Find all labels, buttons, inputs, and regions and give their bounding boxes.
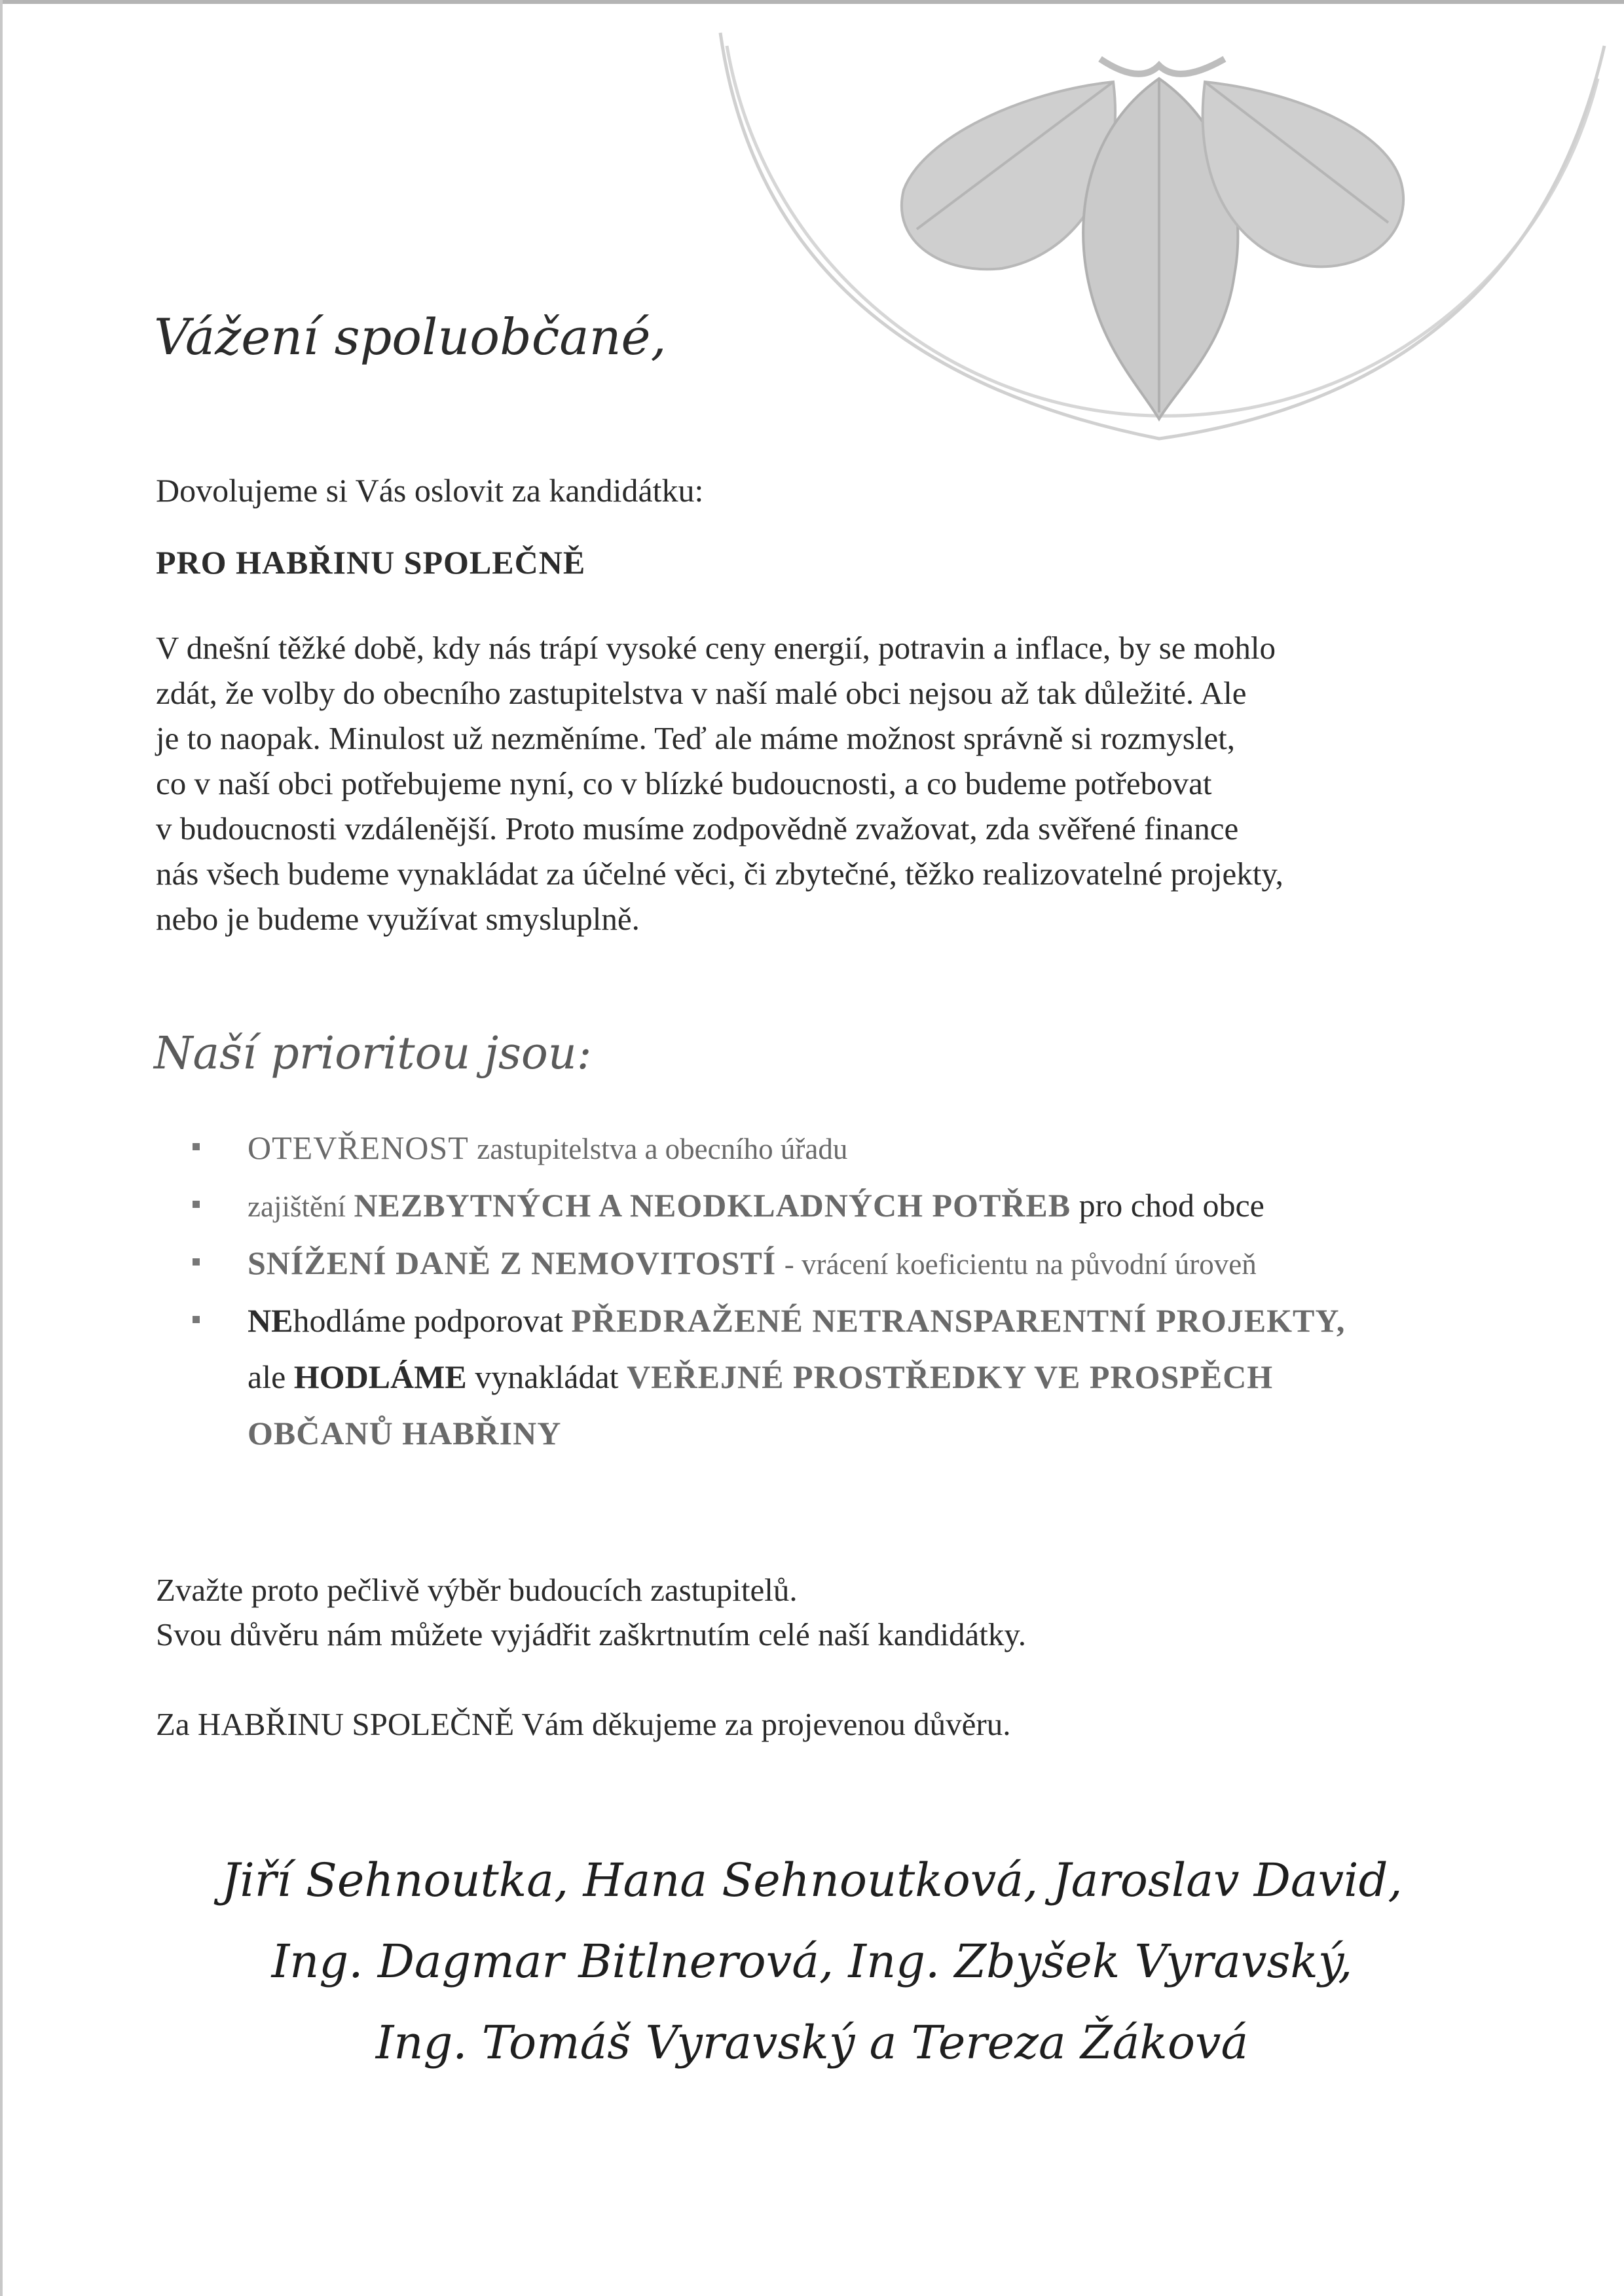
priorities-list <box>190 1120 1500 1461</box>
thanks-line: Za HABŘINU SPOLEČNĚ Vám děkujeme za projevenou důvěru. <box>156 1706 1011 1742</box>
body-line: V dnešní těžké době, kdy nás trápí vysoké ceny energií, potravin a inflace, by se mohlo <box>156 630 1276 666</box>
body-line: zdát, že volby do obecního zastupitelstva v naší malé obci nejsou až tak důležité. Ale <box>156 675 1247 711</box>
priority-bold: HODLÁME <box>293 1358 467 1395</box>
signatures <box>0 1840 1624 2083</box>
signature-line: Jiří Sehnoutka, Hana Sehnoutková, Jaroslav David, <box>221 1853 1403 1907</box>
priority-bold: VEŘEJNÉ PROSTŘEDKY VE PROSPĚCH <box>627 1358 1274 1395</box>
priority-bold: NE <box>248 1302 293 1339</box>
priority-bold: NEZBYTNÝCH A NEODKLADNÝCH POTŘEB <box>354 1187 1071 1224</box>
body-line: co v naší obci potřebujeme nyní, co v blízké budoucnosti, a co budeme potřebovat <box>156 765 1212 801</box>
priority-bold: PŘEDRAŽENÉ NETRANSPARENTNÍ PROJEKTY, <box>571 1302 1346 1339</box>
priority-bold: OBČANŮ HABŘINY <box>248 1415 562 1451</box>
priority-bold: OTEVŘENOST <box>248 1129 469 1166</box>
priority-item <box>190 1292 1500 1461</box>
body-paragraph <box>156 625 1492 941</box>
priorities-heading: Naší prioritou jsou: <box>154 1028 592 1080</box>
priority-bold: SNÍŽENÍ DANĚ Z NEMOVITOSTÍ <box>248 1245 777 1281</box>
body-line: v budoucnosti vzdálenější. Proto musíme zodpovědně zvažovat, zda svěřené finance <box>156 811 1239 847</box>
closing-line: Zvažte proto pečlivě výběr budoucích zastupitelů. <box>156 1572 798 1608</box>
square-bullet-icon <box>193 1143 200 1150</box>
priority-text: ale <box>248 1358 286 1395</box>
signature-line: Ing. Tomáš Vyravský a Tereza Žáková <box>375 2016 1249 2069</box>
priority-text: hodláme podporovat <box>293 1302 563 1339</box>
signature-line: Ing. Dagmar Bitlnerová, Ing. Zbyšek Vyravský, <box>271 1935 1353 1988</box>
priority-text: pro chod obce <box>1079 1187 1264 1224</box>
priority-item <box>190 1235 1500 1292</box>
square-bullet-icon <box>193 1201 200 1208</box>
priority-text: vynakládat <box>475 1358 619 1395</box>
priority-text: - vrácení koeficientu na původní úroveň <box>784 1248 1257 1281</box>
closing-paragraph <box>156 1568 1026 1657</box>
intro-text: Dovolujeme si Vás oslovit za kandidátku: <box>156 472 704 509</box>
square-bullet-icon <box>193 1258 200 1266</box>
priority-item <box>190 1177 1500 1235</box>
body-line: je to naopak. Minulost už nezměníme. Teď ale máme možnost správně si rozmyslet, <box>156 720 1236 756</box>
priority-text: zajištění <box>248 1190 346 1223</box>
leaf-emblem-icon <box>707 20 1611 465</box>
body-line: nás všech budeme vynakládat za účelné věci, či zbytečné, těžko realizovatelné projekty, <box>156 856 1283 892</box>
priority-text: zastupitelstva a obecního úřadu <box>477 1133 848 1165</box>
body-line: nebo je budeme využívat smysluplně. <box>156 901 640 937</box>
priority-item <box>190 1120 1500 1177</box>
slogan: PRO HABŘINU SPOLEČNĚ <box>156 544 586 581</box>
square-bullet-icon <box>193 1316 200 1323</box>
scan-edge-top <box>0 0 1624 4</box>
greeting: Vážení spoluobčané, <box>154 308 667 366</box>
closing-line: Svou důvěru nám můžete vyjádřit zaškrtnutím celé naší kandidátky. <box>156 1616 1026 1652</box>
